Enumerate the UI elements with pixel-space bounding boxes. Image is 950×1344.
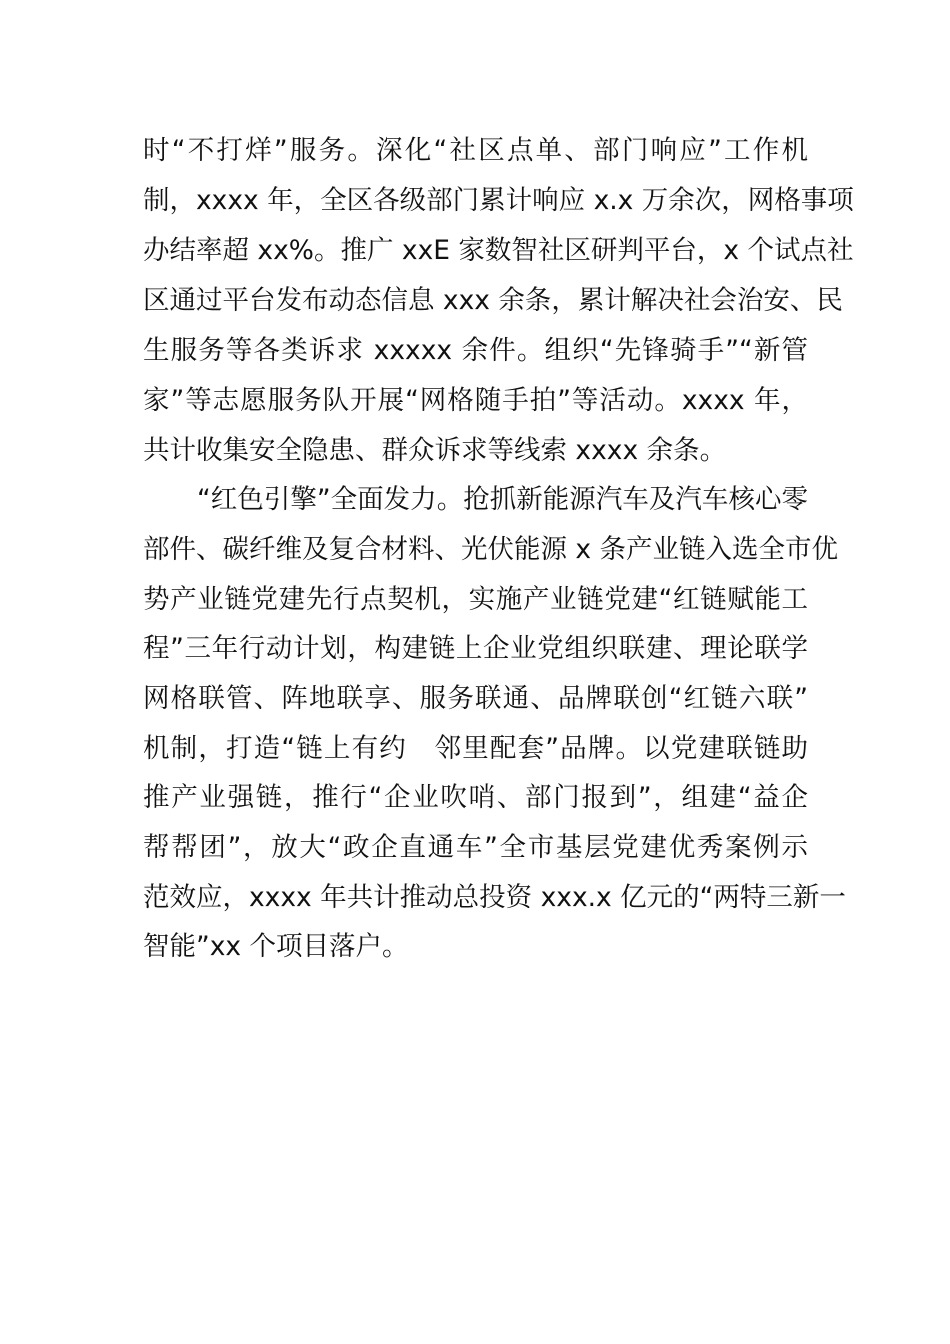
paragraph-2-line-1: “红色引擎”全面发力。抢抓新能源汽车及汽车核心零 [197, 484, 808, 515]
paragraph-1-line-4: 区通过平台发布动态信息 xxx 余条，累计解决社会治安、民 [143, 285, 843, 316]
paragraph-2-line-4: 程”三年行动计划，构建链上企业党组织联建、理论联学 [143, 633, 808, 664]
paragraph-2-line-6: 机制，打造“链上有约 邻里配套”品牌。以党建联链助 [143, 733, 808, 764]
paragraph-1-line-7: 共计收集安全隐患、群众诉求等线索 xxxx 余条。 [143, 435, 727, 466]
paragraph-2-line-2: 部件、碳纤维及复合材料、光伏能源 x 条产业链入选全市优 [143, 534, 839, 565]
paragraph-2-line-8: 帮帮团”，放大“政企直通车”全市基层党建优秀案例示 [143, 832, 808, 863]
paragraph-1-line-5: 生服务等各类诉求 xxxxx 余件。组织“先锋骑手”“新管 [143, 335, 808, 366]
paragraph-1-line-1: 时“不打烊”服务。深化“社区点单、部门响应”工作机 [143, 135, 808, 166]
paragraph-2-line-10: 智能”xx 个项目落户。 [143, 931, 409, 962]
paragraph-1-line-2: 制，xxxx 年，全区各级部门累计响应 x.x 万余次，网格事项 [143, 185, 854, 216]
paragraph-2-line-7: 推产业强链，推行“企业吹哨、部门报到”，组建“益企 [143, 782, 808, 813]
paragraph-1-line-3: 办结率超 xx%。推广 xxE 家数智社区研判平台，x 个试点社 [143, 235, 854, 266]
paragraph-2-line-3: 势产业链党建先行点契机，实施产业链党建“红链赋能工 [143, 584, 808, 615]
paragraph-2-line-9: 范效应，xxxx 年共计推动总投资 xxx.x 亿元的“两特三新一 [143, 882, 846, 913]
paragraph-1-line-6: 家”等志愿服务队开展“网格随手拍”等活动。xxxx 年， [143, 385, 808, 416]
paragraph-2-line-5: 网格联管、阵地联享、服务联通、品牌联创“红链六联” [143, 683, 808, 714]
